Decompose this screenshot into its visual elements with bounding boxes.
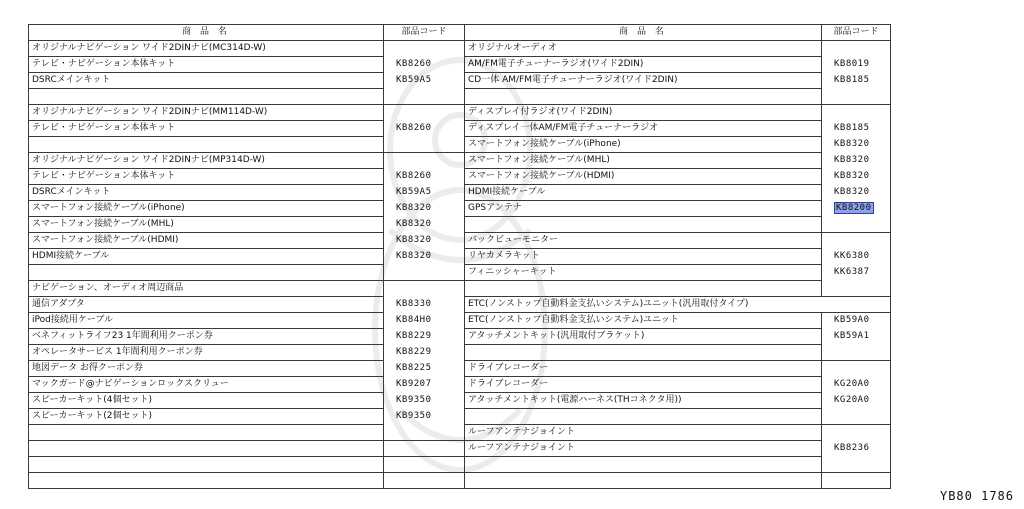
product-name: iPod接続用ケーブル <box>29 313 384 329</box>
highlighted-part-code[interactable]: KB8200 <box>836 203 872 213</box>
table-row <box>29 169 465 185</box>
part-code <box>822 105 891 121</box>
table-row <box>29 201 465 217</box>
part-code: KB59A0 <box>822 313 891 329</box>
part-code: KB59A1 <box>822 329 891 345</box>
table-row <box>29 73 465 89</box>
part-code: KB8320 <box>384 233 465 249</box>
product-name: DSRCメインキット <box>29 185 384 201</box>
table-row <box>465 377 891 393</box>
part-code: KB8320 <box>384 217 465 233</box>
product-name: フィニッシャーキット <box>465 265 822 281</box>
product-name-header: 商 品 名 <box>29 25 384 41</box>
part-code: KB9207 <box>384 377 465 393</box>
product-name: HDMI接続ケーブル <box>465 185 822 201</box>
product-name <box>29 473 384 489</box>
product-name <box>29 137 384 153</box>
table-row <box>29 409 465 425</box>
table-row <box>465 393 891 409</box>
product-name: スピーカーキット(4個セット) <box>29 393 384 409</box>
blank-row <box>465 409 891 425</box>
category-name: ルーフアンテナジョイント <box>465 425 822 441</box>
table-row <box>29 313 465 329</box>
product-name: アタッチメントキット(電源ハーネス(THコネクタ用)) <box>465 393 822 409</box>
blank-row <box>29 425 465 441</box>
blank-row <box>465 345 891 361</box>
table-row <box>29 233 465 249</box>
category-name: オリジナルオーディオ <box>465 41 822 57</box>
blank-row <box>29 137 465 153</box>
table-row <box>465 153 891 169</box>
table-row <box>465 185 891 201</box>
category-row <box>465 425 891 441</box>
product-name: アタッチメントキット(汎用取付ブラケット) <box>465 329 822 345</box>
product-name: スマートフォン接続ケーブル(iPhone) <box>29 201 384 217</box>
product-name <box>465 89 822 105</box>
part-code: KB9350 <box>384 409 465 425</box>
category-row <box>29 281 465 297</box>
product-name: ルーフアンテナジョイント <box>465 441 822 457</box>
product-name <box>465 217 822 233</box>
parts-sheet <box>28 24 890 502</box>
part-code <box>384 441 465 457</box>
product-name-header: 商 品 名 <box>465 25 822 41</box>
table-row <box>29 249 465 265</box>
table-row <box>29 361 465 377</box>
part-code <box>384 473 465 489</box>
table-row <box>465 249 891 265</box>
table-row <box>465 201 891 217</box>
table-row <box>29 57 465 73</box>
product-name: スマートフォン接続ケーブル(MHL) <box>29 217 384 233</box>
blank-row <box>29 265 465 281</box>
part-code: KB8320 <box>822 137 891 153</box>
part-code <box>822 217 891 233</box>
part-code: KB8260 <box>384 169 465 185</box>
part-code: KB8320 <box>822 153 891 169</box>
product-name: ETC(ノンストップ自動料金支払いシステム)ユニット <box>465 313 822 329</box>
part-code: KK6380 <box>822 249 891 265</box>
blank-row <box>29 457 465 473</box>
table-row <box>29 345 465 361</box>
blank-row <box>465 217 891 233</box>
part-code <box>822 473 891 489</box>
part-code <box>384 281 465 297</box>
part-code: KB59A5 <box>384 73 465 89</box>
part-code: KB8320 <box>384 201 465 217</box>
part-code <box>384 137 465 153</box>
part-code <box>384 153 465 169</box>
product-name <box>465 457 822 473</box>
part-code <box>822 281 891 297</box>
product-name <box>465 409 822 425</box>
part-code <box>384 41 465 57</box>
product-name: テレビ・ナビゲーション本体キット <box>29 57 384 73</box>
category-row <box>29 105 465 121</box>
product-name <box>29 457 384 473</box>
category-row <box>465 41 891 57</box>
part-code: KB8185 <box>822 73 891 89</box>
table-row <box>465 169 891 185</box>
part-code: KB8229 <box>384 329 465 345</box>
product-name: テレビ・ナビゲーション本体キット <box>29 169 384 185</box>
table-row <box>29 297 465 313</box>
part-code: KB8229 <box>384 345 465 361</box>
category-row <box>465 361 891 377</box>
part-code: KB8260 <box>384 57 465 73</box>
part-code: KB59A5 <box>384 185 465 201</box>
product-name: テレビ・ナビゲーション本体キット <box>29 121 384 137</box>
header-row <box>29 25 465 41</box>
table-row <box>465 121 891 137</box>
part-code <box>384 89 465 105</box>
part-code <box>384 425 465 441</box>
part-code[interactable] <box>822 201 891 217</box>
product-name: ディスプレイ一体AM/FM電子チューナーラジオ <box>465 121 822 137</box>
right-parts-table <box>464 24 891 489</box>
part-code <box>822 361 891 377</box>
product-name: ドライブレコーダー <box>465 377 822 393</box>
left-parts-table <box>28 24 465 489</box>
part-code <box>822 345 891 361</box>
part-code: KB8320 <box>384 249 465 265</box>
category-row <box>29 41 465 57</box>
part-code: KB8260 <box>384 121 465 137</box>
category-name: オリジナルナビゲーション ワイド2DINナビ(MP314D-W) <box>29 153 384 169</box>
part-code <box>384 265 465 281</box>
category-name: ETC(ノンストップ自動料金支払いシステム)ユニット(汎用取付タイプ) <box>465 297 891 313</box>
part-code: KB8330 <box>384 297 465 313</box>
part-code: KB8225 <box>384 361 465 377</box>
category-row <box>29 153 465 169</box>
part-code: KB8019 <box>822 57 891 73</box>
part-code <box>822 89 891 105</box>
product-name <box>29 265 384 281</box>
table-row <box>29 377 465 393</box>
part-code <box>822 457 891 473</box>
category-name: バックビューモニター <box>465 233 822 249</box>
blank-row <box>29 89 465 105</box>
table-row <box>465 329 891 345</box>
category-row <box>465 233 891 249</box>
product-name: スマートフォン接続ケーブル(HDMI) <box>465 169 822 185</box>
table-row <box>465 137 891 153</box>
table-row <box>465 313 891 329</box>
blank-row <box>465 89 891 105</box>
blank-row <box>465 457 891 473</box>
product-name: スマートフォン接続ケーブル(MHL) <box>465 153 822 169</box>
part-code: KB84H0 <box>384 313 465 329</box>
product-name: スマートフォン接続ケーブル(HDMI) <box>29 233 384 249</box>
part-code <box>384 105 465 121</box>
blank-row <box>465 281 891 297</box>
category-name: オリジナルナビゲーション ワイド2DINナビ(MC314D-W) <box>29 41 384 57</box>
product-name: スマートフォン接続ケーブル(iPhone) <box>465 137 822 153</box>
blank-row <box>29 473 465 489</box>
blank-row <box>29 441 465 457</box>
table-row <box>29 185 465 201</box>
category-row <box>465 105 891 121</box>
table-row <box>29 121 465 137</box>
category-name: ナビゲーション、オーディオ周辺商品 <box>29 281 384 297</box>
category-name: ディスプレイ付ラジオ(ワイド2DIN) <box>465 105 822 121</box>
table-row <box>465 441 891 457</box>
part-code <box>822 41 891 57</box>
header-row <box>465 25 891 41</box>
blank-row <box>465 473 891 489</box>
product-name: ベネフィットライフ23 1年間利用クーポン券 <box>29 329 384 345</box>
figure-id: YB80 1786 <box>939 489 1014 503</box>
part-code-header: 部品コード <box>384 25 465 41</box>
product-name: オペレータサービス 1年間利用クーポン券 <box>29 345 384 361</box>
product-name <box>29 425 384 441</box>
table-row <box>465 265 891 281</box>
part-code: KB8185 <box>822 121 891 137</box>
product-name <box>465 281 822 297</box>
part-code: KG20A0 <box>822 393 891 409</box>
category-name: オリジナルナビゲーション ワイド2DINナビ(MM114D-W) <box>29 105 384 121</box>
product-name: マックガード@ナビゲーションロックスクリュー <box>29 377 384 393</box>
part-code: KB8320 <box>822 185 891 201</box>
table-row <box>465 73 891 89</box>
part-code <box>384 457 465 473</box>
part-code <box>822 233 891 249</box>
table-row <box>29 329 465 345</box>
product-name: 地図データ お得クーポン券 <box>29 361 384 377</box>
product-name: リヤカメラキット <box>465 249 822 265</box>
product-name: 通信アダプタ <box>29 297 384 313</box>
category-name: ドライブレコーダー <box>465 361 822 377</box>
product-name <box>29 441 384 457</box>
part-code: KB9350 <box>384 393 465 409</box>
part-code <box>822 425 891 441</box>
part-code: KK6387 <box>822 265 891 281</box>
category-row <box>465 297 891 313</box>
part-code: KG20A0 <box>822 377 891 393</box>
product-name: GPSアンテナ <box>465 201 822 217</box>
part-code: KB8320 <box>822 169 891 185</box>
part-code-header: 部品コード <box>822 25 891 41</box>
product-name: CD一体 AM/FM電子チューナーラジオ(ワイド2DIN) <box>465 73 822 89</box>
product-name <box>29 89 384 105</box>
product-name: AM/FM電子チューナーラジオ(ワイド2DIN) <box>465 57 822 73</box>
part-code <box>822 409 891 425</box>
part-code: KB8236 <box>822 441 891 457</box>
product-name <box>465 345 822 361</box>
table-row <box>465 57 891 73</box>
product-name: DSRCメインキット <box>29 73 384 89</box>
table-row <box>29 393 465 409</box>
table-row <box>29 217 465 233</box>
product-name <box>465 473 822 489</box>
product-name: HDMI接続ケーブル <box>29 249 384 265</box>
product-name: スピーカーキット(2個セット) <box>29 409 384 425</box>
